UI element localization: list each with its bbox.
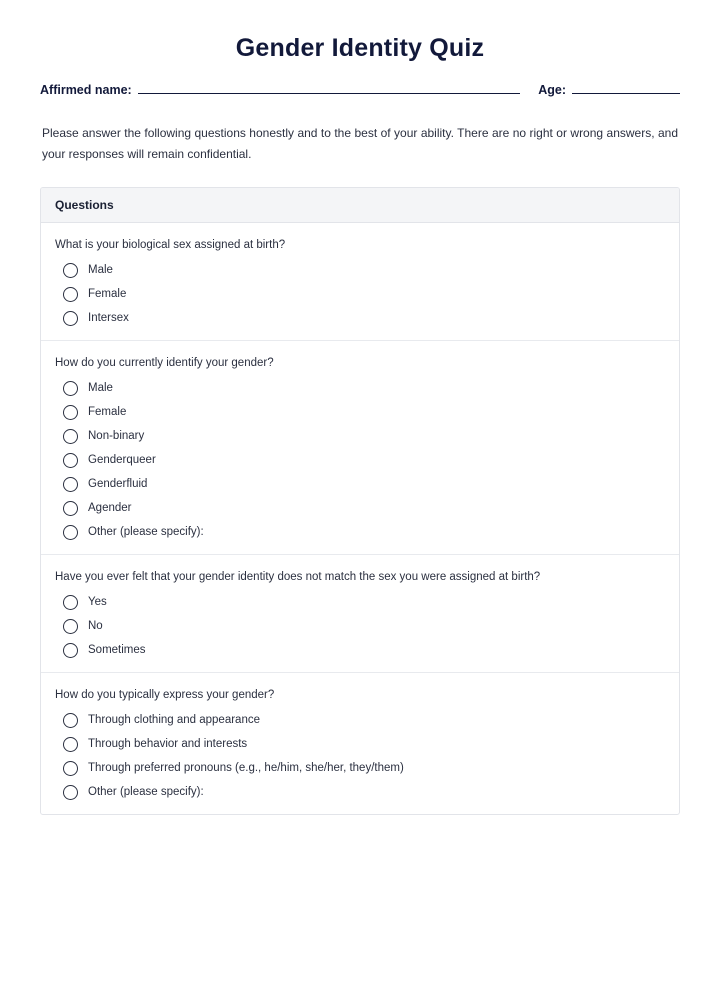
radio-icon[interactable] bbox=[63, 381, 78, 396]
option-row[interactable] bbox=[55, 311, 665, 326]
option-row[interactable] bbox=[55, 287, 665, 302]
option-row[interactable] bbox=[55, 713, 665, 728]
option-label: Male bbox=[88, 382, 113, 395]
identity-fields-row bbox=[40, 83, 680, 97]
option-label: Non-binary bbox=[88, 430, 145, 443]
option-row[interactable] bbox=[55, 381, 665, 396]
radio-icon[interactable] bbox=[63, 643, 78, 658]
option-row[interactable] bbox=[55, 525, 665, 540]
option-row[interactable] bbox=[55, 453, 665, 468]
option-row[interactable] bbox=[55, 785, 665, 800]
question-text: How do you typically express your gender? bbox=[55, 689, 275, 702]
radio-icon[interactable] bbox=[63, 737, 78, 752]
option-label: Male bbox=[88, 264, 113, 277]
option-label: Sometimes bbox=[88, 644, 146, 657]
option-label: Through clothing and appearance bbox=[88, 714, 260, 727]
page-title: Gender Identity Quiz bbox=[235, 34, 485, 62]
option-row[interactable] bbox=[55, 429, 665, 444]
option-label: Through preferred pronouns (e.g., he/him, she/her, they/them) bbox=[88, 762, 404, 775]
option-row[interactable] bbox=[55, 643, 665, 658]
affirmed-name-input[interactable] bbox=[138, 93, 521, 94]
option-row[interactable] bbox=[55, 405, 665, 420]
option-row[interactable] bbox=[55, 761, 665, 776]
question-block bbox=[41, 555, 679, 673]
radio-icon[interactable] bbox=[63, 311, 78, 326]
question-block bbox=[41, 341, 679, 555]
option-label: Other (please specify): bbox=[88, 786, 204, 799]
radio-icon[interactable] bbox=[63, 761, 78, 776]
questions-panel-header: Questions bbox=[41, 188, 679, 223]
question-text: How do you currently identify your gender? bbox=[55, 357, 274, 370]
option-label: Other (please specify): bbox=[88, 526, 204, 539]
questions-panel bbox=[40, 187, 680, 815]
radio-icon[interactable] bbox=[63, 713, 78, 728]
option-row[interactable] bbox=[55, 263, 665, 278]
affirmed-name-label: Affirmed name: bbox=[40, 83, 132, 97]
option-row[interactable] bbox=[55, 595, 665, 610]
question-text: What is your biological sex assigned at birth? bbox=[55, 239, 286, 251]
age-label: Age: bbox=[538, 83, 566, 97]
radio-icon[interactable] bbox=[63, 477, 78, 492]
radio-icon[interactable] bbox=[63, 405, 78, 420]
radio-icon[interactable] bbox=[63, 525, 78, 540]
option-label: Yes bbox=[88, 596, 107, 609]
option-label: Genderqueer bbox=[88, 454, 156, 467]
radio-icon[interactable] bbox=[63, 619, 78, 634]
radio-icon[interactable] bbox=[63, 263, 78, 278]
option-row[interactable] bbox=[55, 619, 665, 634]
option-label: Intersex bbox=[88, 312, 129, 325]
question-block bbox=[41, 223, 679, 341]
option-label: Female bbox=[88, 288, 127, 301]
option-label: Female bbox=[88, 406, 127, 419]
option-row[interactable] bbox=[55, 737, 665, 752]
question-block bbox=[41, 673, 679, 814]
instructions-text: Please answer the following questions honestly and to the best of your ability. There are no right or wrong answers, and your responses will remain confidential. bbox=[42, 126, 678, 161]
question-text: Have you ever felt that your gender identity does not match the sex you were assigned at birth? bbox=[55, 571, 541, 584]
option-label: Genderfluid bbox=[88, 478, 148, 491]
option-label: No bbox=[88, 620, 103, 633]
radio-icon[interactable] bbox=[63, 501, 78, 516]
radio-icon[interactable] bbox=[63, 785, 78, 800]
age-input[interactable] bbox=[572, 93, 680, 94]
radio-icon[interactable] bbox=[63, 429, 78, 444]
radio-icon[interactable] bbox=[63, 287, 78, 302]
option-row[interactable] bbox=[55, 501, 665, 516]
radio-icon[interactable] bbox=[63, 595, 78, 610]
option-label: Agender bbox=[88, 502, 132, 515]
option-row[interactable] bbox=[55, 477, 665, 492]
option-label: Through behavior and interests bbox=[88, 738, 248, 751]
radio-icon[interactable] bbox=[63, 453, 78, 468]
